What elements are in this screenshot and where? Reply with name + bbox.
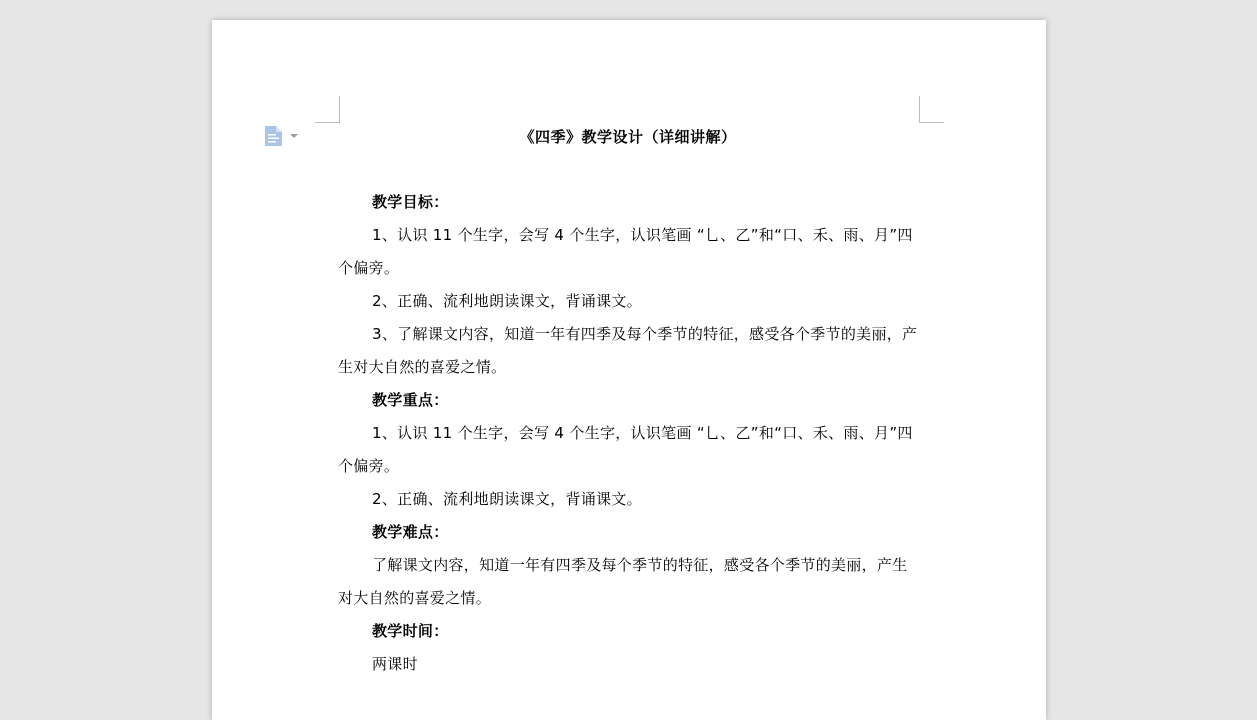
document-icon <box>264 125 284 147</box>
margin-corner-top-right <box>919 96 944 123</box>
paragraph: 1、认识 11 个生字，会写 4 个生字，认识笔画 “乚、乙”和“口、禾、雨、月”四个偏旁。 <box>338 226 913 277</box>
section-heading-time: 教学时间： <box>372 622 449 640</box>
paragraph: 2、正确、流利地朗读课文，背诵课文。 <box>372 292 642 310</box>
document-page[interactable] <box>212 20 1046 720</box>
document-body[interactable] <box>338 186 922 681</box>
document-menu-button[interactable] <box>264 125 304 147</box>
paragraph: 2、正确、流利地朗读课文，背诵课文。 <box>372 490 642 508</box>
chevron-down-icon <box>290 134 298 139</box>
section-heading-objectives: 教学目标： <box>372 193 449 211</box>
paragraph: 3、了解课文内容，知道一年有四季及每个季节的特征，感受各个季节的美丽，产生对大自然的喜爱之情。 <box>338 325 918 376</box>
section-heading-key-points: 教学重点： <box>372 391 449 409</box>
section-heading-difficulties: 教学难点： <box>372 523 449 541</box>
document-title: 《四季》教学设计（详细讲解） <box>519 128 737 146</box>
paragraph: 两课时 <box>372 655 418 673</box>
paragraph: 1、认识 11 个生字，会写 4 个生字，认识笔画 “乚、乙”和“口、禾、雨、月”四个偏旁。 <box>338 424 913 475</box>
margin-corner-top-left <box>315 96 340 123</box>
paragraph: 了解课文内容，知道一年有四季及每个季节的特征，感受各个季节的美丽，产生对大自然的喜爱之情。 <box>338 556 908 607</box>
